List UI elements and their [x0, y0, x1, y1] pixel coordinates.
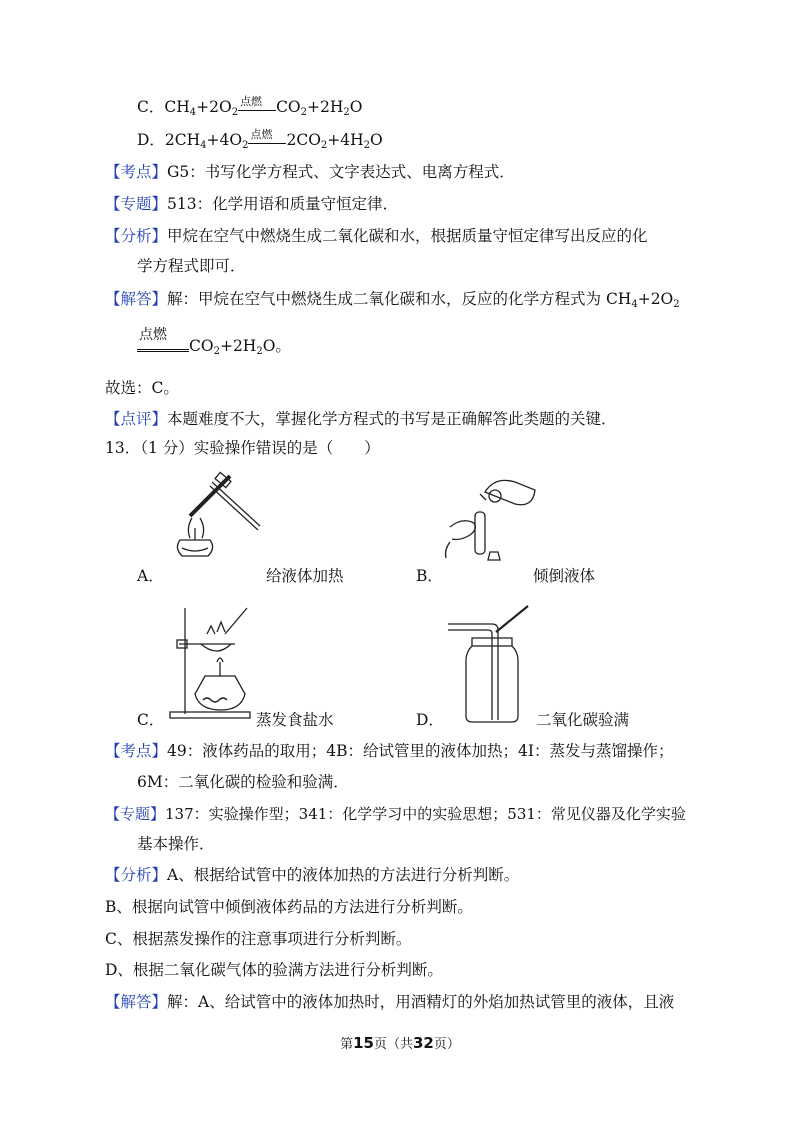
page-footer: 第15页（共32页）	[340, 1034, 460, 1052]
q13-kaodian-cont: 6M：二氧化碳的检验和验满．	[137, 773, 349, 791]
q12-fenxi: 【分析】甲烷在空气中燃烧生成二氧化碳和水，根据质量守恒定律写出反应的化	[105, 227, 648, 245]
evaporation-figure	[165, 604, 260, 722]
co2-full-check-figure	[446, 604, 536, 724]
q13-fenxi-d: D、根据二氧化碳气体的验满方法进行分析判断。	[105, 961, 443, 979]
q13-fenxi: 【分析】A、根据给试管中的液体加热的方法进行分析判断。	[105, 866, 520, 884]
reaction-equals: 点燃	[137, 337, 189, 357]
option-b-letter: B．	[416, 567, 443, 585]
pouring-liquid-figure	[440, 472, 540, 564]
option-d-label: 二氧化碳验满	[536, 711, 630, 729]
option-b-label: 倾倒液体	[533, 567, 596, 585]
q13-zhuanti: 【专题】137：实验操作型；341：化学学习中的实验思想；531：常见仪器及化学实验	[105, 805, 686, 823]
option-c-letter: C．	[137, 711, 165, 729]
q13-fenxi-c: C、根据蒸发操作的注意事项进行分析判断。	[105, 930, 412, 948]
q13-kaodian: 【考点】49：液体药品的取用；4B：给试管里的液体加热；4I：蒸发与蒸馏操作；	[105, 742, 674, 760]
q13-fenxi-b: B、根据向试管中倾倒液体药品的方法进行分析判断。	[105, 898, 473, 916]
q12-zhuanti: 【专题】513：化学用语和质量守恒定律．	[105, 195, 399, 213]
q12-answer: 故选：C。	[105, 379, 179, 397]
q13-jieda: 【解答】解：A、给试管中的液体加热时，用酒精灯的外焰加热试管里的液体，且液	[105, 993, 675, 1011]
reaction-arrow: 点燃	[238, 98, 276, 118]
q12-fenxi-cont: 学方程式即可．	[137, 257, 246, 275]
heating-liquid-figure	[170, 468, 270, 564]
option-c: C．$CH_4+2O_2$ 点燃 $CO_2+2H_2O$	[137, 95, 363, 118]
option-d-letter: D．	[416, 711, 444, 729]
q12-jieda-cont: 点燃 $CO_2+2H_2O$。	[139, 327, 291, 357]
q12-dianping: 【点评】本题难度不大，掌握化学方程式的书写是正确解答此类题的关键．	[105, 410, 617, 428]
q12-kaodian: 【考点】G5：书写化学方程式、文字表达式、电离方程式．	[105, 163, 515, 181]
option-a-label: 给液体加热	[266, 567, 344, 585]
option-d: D．$2CH_4+4O_2$ 点燃 $2CO_2+4H_2O$	[137, 128, 383, 151]
q13-zhuanti-cont: 基本操作．	[137, 835, 215, 853]
option-c-label: 蒸发食盐水	[256, 711, 334, 729]
reaction-equals: 点燃	[248, 131, 286, 151]
q12-jieda: 【解答】解：甲烷在空气中燃烧生成二氧化碳和水，反应的化学方程式为 $CH_4+2O_2$	[105, 290, 680, 310]
q13-title: 13．（1 分）实验操作错误的是（ ）	[105, 439, 380, 457]
option-a-letter: A．	[137, 567, 164, 585]
